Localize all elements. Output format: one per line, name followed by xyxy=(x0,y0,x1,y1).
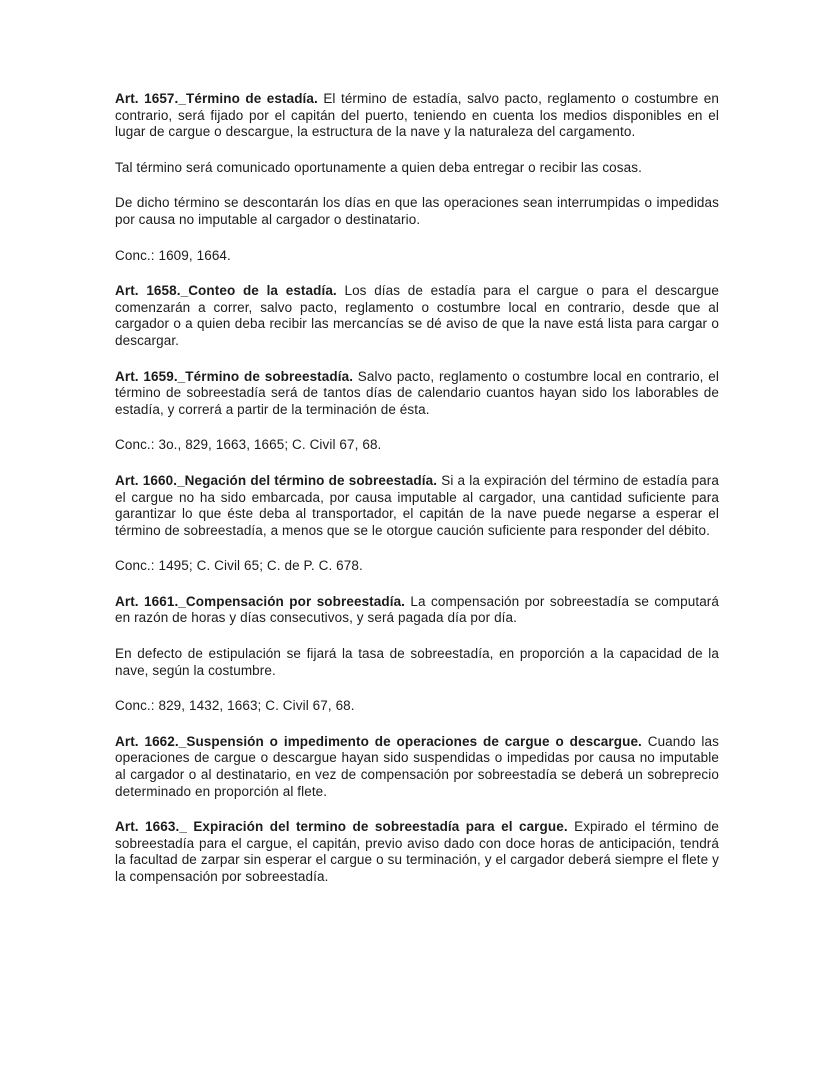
body-paragraph: De dicho término se descontarán los días en que las operaciones sean interrumpidas o impedidas por causa no imputable al cargador o destinatario. xyxy=(115,195,719,227)
body-paragraph: Conc.: 1609, 1664. xyxy=(115,247,231,263)
article-paragraph: Art. 1663._ Expiración del termino de sobreestadía para el cargue. Expirado el término de sobreestadía para el cargue, el capitán, previo aviso dado con doce horas de anticipación, tendrá la facultad de zarpar sin esperar el cargue o su terminación, y el cargador deberá siempre el flete y la compensación por sobreestadía. xyxy=(115,819,719,884)
article-heading: Art. 1658._Conteo de la estadía. xyxy=(115,283,337,299)
article-paragraph: Art. 1659._Término de sobreestadía. Salvo pacto, reglamento o costumbre local en contrario, el término de sobreestadía será de tantos días de calendario cuantos hayan sido los laborables de estadía, y correrá a partir de la terminación de ésta. xyxy=(115,368,719,417)
document-body xyxy=(115,91,719,886)
article-heading: Art. 1662._Suspensión o impedimento de operaciones de cargue o descargue. xyxy=(115,733,642,749)
body-paragraph: Conc.: 3o., 829, 1663, 1665; C. Civil 67, 68. xyxy=(115,437,382,453)
article-heading: Art. 1661._Compensación por sobreestadía. xyxy=(115,593,406,609)
article-paragraph: Art. 1657._Término de estadía. El término de estadía, salvo pacto, reglamento o costumbre en contrario, será fijado por el capitán del puerto, teniendo en cuenta los medios disponibles en el lugar de cargue o descargue, la estructura de la nave y la naturaleza del cargamento. xyxy=(115,91,720,140)
article-paragraph: Art. 1661._Compensación por sobreestadía. La compensación por sobreestadía se computará en razón de horas y días consecutivos, y será pagada día por día. xyxy=(115,593,720,626)
article-paragraph: Art. 1660._Negación del término de sobreestadía. Si a la expiración del término de estadía para el cargue no ha sido embarcada, por causa imputable al cargador, una cantidad suficiente para garantizar lo que éste deba al transportador, el capitán de la nave puede negarse a esperar el término de sobreestadía, a menos que se le otorgue caución suficiente para responder del débito. xyxy=(115,472,719,538)
article-paragraph: Art. 1662._Suspensión o impedimento de operaciones de cargue o descargue. Cuando las operaciones de cargue o descargue hayan sido suspendidas o impedidas por causa no imputable al cargador o al destinatario, en vez de compensación por sobreestadía se deberá un sobreprecio determinado en proporción al flete. xyxy=(115,733,719,799)
body-paragraph: En defecto de estipulación se fijará la tasa de sobreestadía, en proporción a la capacidad de la nave, según la costumbre. xyxy=(115,646,719,678)
article-heading: Art. 1663._ Expiración del termino de sobreestadía para el cargue. xyxy=(115,819,568,835)
body-paragraph: Conc.: 829, 1432, 1663; C. Civil 67, 68. xyxy=(115,698,355,714)
article-heading: Art. 1657._Término de estadía. xyxy=(115,91,318,106)
body-paragraph: Tal término será comunicado oportunamente a quien deba entregar o recibir las cosas. xyxy=(115,159,642,175)
article-heading: Art. 1660._Negación del término de sobreestadía. xyxy=(115,472,438,488)
article-paragraph: Art. 1658._Conteo de la estadía. Los días de estadía para el cargue o para el descargue comenzarán a correr, salvo pacto, reglamento o costumbre local en contrario, desde que al cargador o a quien deba recibir las mercancías se dé aviso de que la nave está lista para cargar o descargar. xyxy=(115,283,719,348)
article-heading: Art. 1659._Término de sobreestadía. xyxy=(115,368,354,384)
body-paragraph: Conc.: 1495; C. Civil 65; C. de P. C. 678. xyxy=(115,558,363,574)
